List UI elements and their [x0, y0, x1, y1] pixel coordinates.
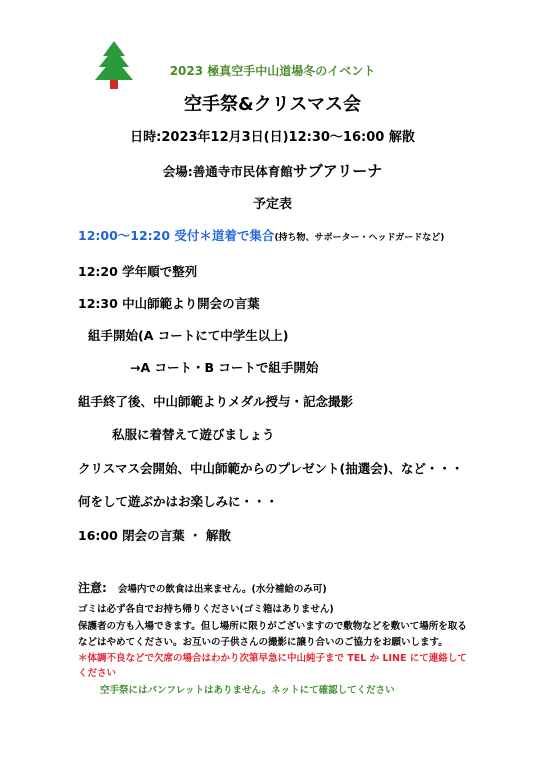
schedule-item-medals: 組手終了後、中山師範よりメダル授与・記念撮影: [78, 394, 354, 409]
note-absence-1: ＊体調不良などで欠席の場合はわかり次第早急に中山純子まで TEL か LINE にて連絡して: [78, 653, 467, 664]
schedule-item-christmas: クリスマス会開始、中山師範からのプレゼント(抽選会)、など・・・: [78, 461, 464, 476]
event-subtitle: 2023 極真空手中山道場冬のイベント: [169, 64, 376, 78]
schedule-item-closing: 16:00 閉会の言葉 ・ 解散: [78, 528, 231, 543]
note-food-text: 会場内での飲食は出来ません。(水分補給のみ可): [117, 584, 327, 595]
note-guardians-1: 保護者の方も入場できます。但し場所に限りがございますので敷物などを敷いて場所を取る: [78, 621, 467, 632]
schedule-heading: 予定表: [252, 197, 292, 212]
note-pamphlet: 空手祭にはパンフレットはありません。ネットにて確認してください: [100, 685, 395, 696]
schedule-item-reception: [78, 226, 444, 244]
schedule-item-opening: 12:30 中山師範より開会の言葉: [78, 296, 260, 311]
venue-prefix: 会場:善通寺市民体育館: [162, 164, 293, 179]
note-absence-2: ください: [78, 668, 117, 679]
schedule-item-surprise: 何をして遊ぶかはお楽しみに・・・: [78, 494, 279, 509]
event-datetime: 日時:2023年12月3日(日)12:30～16:00 解散: [130, 130, 415, 145]
schedule-item-kumite-start: 組手開始(A コートにて中学生以上): [88, 328, 289, 343]
note-label: 注意:: [78, 581, 107, 595]
venue-name: サブアリーナ: [292, 162, 383, 180]
event-venue: [0, 160, 545, 181]
note-guardians-2: などはやめてください。お互いの子供さんの撮影に譲り合いのご協力をお願いします。: [78, 637, 448, 648]
note-trash: ゴミは必ず各自でお持ち帰りください(ゴミ箱はありません): [78, 604, 334, 615]
page-title: 空手祭&クリスマス会: [184, 94, 361, 115]
note-line-food: [78, 577, 327, 596]
reception-items-note: (持ち物、サポーター・ヘッドガードなど): [274, 233, 445, 243]
schedule-item-lineup: 12:20 学年順で整列: [78, 264, 198, 279]
schedule-item-change-clothes: 私服に着替えて遊びましょう: [112, 427, 275, 442]
schedule-item-kumite-courts: →A コート・B コートで組手開始: [130, 360, 319, 375]
reception-text: 12:00～12:20 受付＊道着で集合: [78, 228, 275, 243]
